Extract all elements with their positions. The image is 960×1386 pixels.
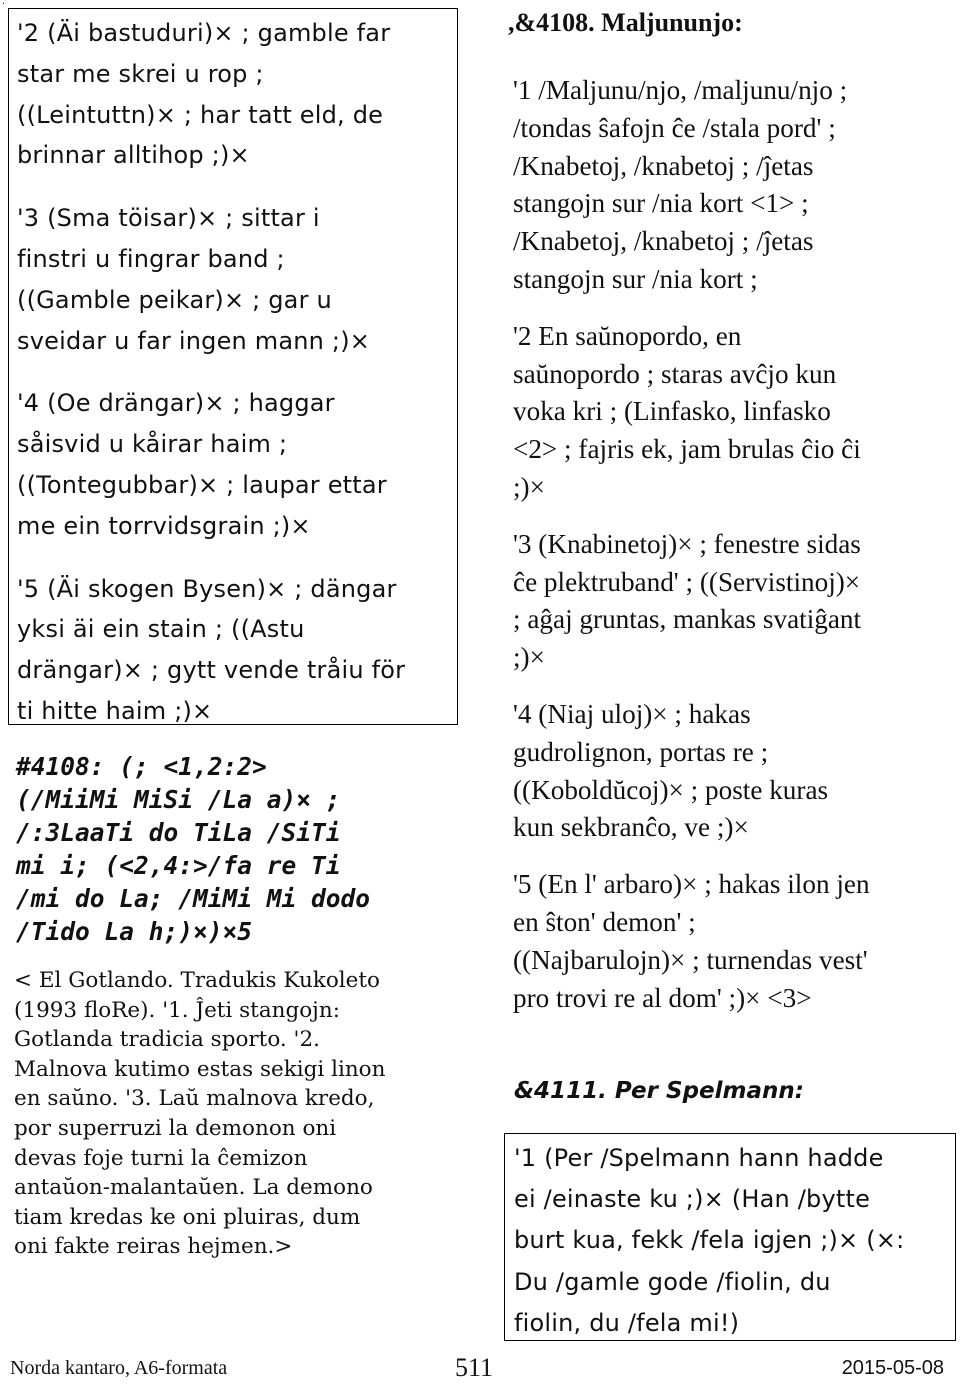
verse-3-gotlandic: '3 (Sma töisar)× ; sittar i finstri u fingrar band ; ((Gamble peikar)× ; gar u sveidar u far ingen mann ;)× xyxy=(17,204,371,355)
verse-5-esperanto: '5 (En l' arbaro)× ; hakas ilon jen en ŝton' demon' ; ((Najbarulojn)× ; turnendas vest' pro trovi re al dom' ;)× <3> xyxy=(513,869,870,1013)
song-heading-per-spelmann: &4111. Per Spelmann: xyxy=(514,1078,804,1104)
verse-1-norwegian: '1 (Per /Spelmann hann hadde ei /einaste ku ;)× (Han /bytte burt kua, fekk /fela igjen ;)× (×: Du /gamle gode /fiolin, du fiolin, du /fela mi!) xyxy=(514,1144,905,1337)
song-heading-maljununjo: ,&4108. Maljununjo: xyxy=(508,8,743,37)
verse-3-esperanto: '3 (Knabinetoj)× ; fenestre sidas ĉe plektruband' ; ((Servistinoj)× ; aĝaj gruntas, mankas svatiĝant ;)× xyxy=(513,528,862,673)
footer-book-title: Norda kantaro, A6-formata xyxy=(10,1357,228,1379)
verse-4-gotlandic: '4 (Oe drängar)× ; haggar såisvid u kåirar haim ; ((Tontegubbar)× ; laupar ettar me ein torrvidsgrain ;)× xyxy=(17,389,387,540)
page-footer xyxy=(0,1351,960,1386)
verse-4-esperanto: '4 (Niaj uloj)× ; hakas gudrolignon, portas re ; ((Koboldŭcoj)× ; poste kuras kun sekbranĉo, ve ;)× xyxy=(513,698,829,843)
melody-notation: #4108: (; <1,2:2> (/MiiMi MiSi /La a)× ; /:3LaaTi do TiLa /SiTi mi i; (<2,4:>/fa re Ti /mi do La; /MiMi Mi dodo /Tido La h;)×)×5 xyxy=(16,752,371,946)
boxed-verse-per-spelmann xyxy=(504,1133,956,1341)
verse-1-esperanto: '1 /Maljunu/njo, /maljunu/njo ; /tondas ŝafojn ĉe /stala pord' ; /Knabetoj, /knabetoj ; /ĵetas stangojn sur /nia kort <1> ; /Knabetoj, /knabetoj ; /ĵetas stangojn sur /nia kort ; xyxy=(513,75,848,294)
boxed-verses-gotlandic xyxy=(8,8,458,725)
verse-2-gotlandic: '2 (Äi bastuduri)× ; gamble far star me skrei u rop ; ((Leintuttn)× ; har tatt eld, de brinnar alltihop ;)× xyxy=(17,19,391,170)
translation-note: < El Gotlando. Tradukis Kukoleto (1993 floRe). '1. Ĵeti stangojn: Gotlanda tradicia sporto. '2. Malnova kutimo estas sekigi linon en saŭno. '3. Laŭ malnova kredo, por superruzi la demonon oni devas foje turni la ĉemizon antaŭon-malantaŭen. La demono tiam kredas ke oni pluiras, dum oni fakte reiras hejmen.> xyxy=(14,968,386,1260)
verse-2-esperanto: '2 En saŭnopordo, en saŭnopordo ; staras avĉjo kun voka kri ; (Linfasko, linfasko <2> ; fajris ek, jam brulas ĉio ĉi ;)× xyxy=(513,320,861,502)
esperanto-verses xyxy=(513,72,953,1017)
page-number: 511 xyxy=(455,1353,494,1382)
verse-5-gotlandic: '5 (Äi skogen Bysen)× ; dängar yksi äi ein stain ; ((Astu drängar)× ; gytt vende tråiu för ti hitte haim ;)× xyxy=(17,574,406,725)
footer-date: 2015-05-08 xyxy=(841,1357,944,1379)
corner-mark: . xyxy=(2,0,6,7)
